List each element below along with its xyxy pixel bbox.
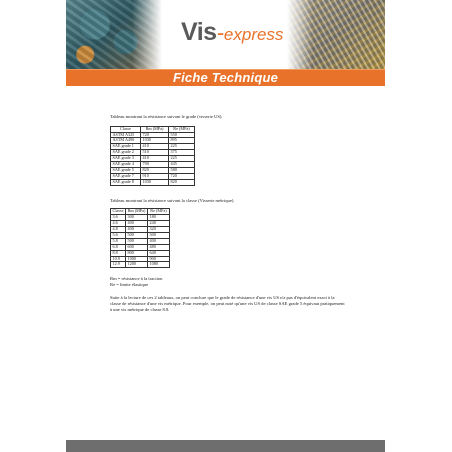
cell-classe: SAE grade 1 [111, 144, 141, 150]
table-row [111, 262, 170, 268]
cell-rm: 1030 [141, 138, 169, 144]
cell-classe: 6.8 [111, 244, 126, 250]
cell-rm: 820 [141, 167, 169, 173]
cell-rm: 1030 [141, 179, 169, 185]
legend-block [110, 276, 350, 288]
page-header [66, 0, 385, 70]
cell-classe: ASTM A325 [111, 132, 141, 138]
cell-re: 400 [148, 238, 170, 244]
table1-caption: Tableau montrant la résistance suivant le grade (visserie US). [110, 114, 223, 119]
cell-re: 375 [169, 150, 195, 156]
us-grade-table [110, 126, 195, 186]
cell-rm: 720 [141, 132, 169, 138]
cell-re: 900 [148, 256, 170, 262]
cell-re: 640 [148, 250, 170, 256]
cell-re: 240 [148, 221, 170, 227]
cell-rm: 1000 [126, 256, 148, 262]
cell-re: 550 [169, 132, 195, 138]
cell-classe: SAE grade 7 [111, 173, 141, 179]
title-banner [66, 69, 385, 86]
header-photo-screws [287, 0, 385, 70]
cell-rm: 410 [141, 144, 169, 150]
cell-rm: 300 [126, 215, 148, 221]
cell-re: 225 [169, 156, 195, 162]
cell-classe: SAE grade 4 [111, 162, 141, 168]
cell-classe: 5.8 [111, 238, 126, 244]
table-row [111, 179, 195, 185]
header-photo-tools [66, 0, 162, 70]
cell-re: 480 [148, 244, 170, 250]
legend-re: Re = limite élastique [110, 282, 149, 288]
cell-classe: 8.8 [111, 250, 126, 256]
cell-rm: 910 [141, 173, 169, 179]
cell-rm: 1200 [126, 262, 148, 268]
conclusion-paragraph: Suite à la lecture de ces 2 tableaux, on peut conclure que le grade de résistance d'une vis US n'a pas d'équivalent exact à la classe de résistance d'une vis métrique. Pour exemple, on peut noté qu'une vis US de classe SAE grade 5 équivaut pratiquement à une vis métrique de classe 8.8. [110, 294, 345, 313]
cell-rm: 400 [126, 226, 148, 232]
cell-re: 445 [169, 162, 195, 168]
cell-classe: 3.6 [111, 215, 126, 221]
cell-classe: SAE grade 2 [111, 150, 141, 156]
cell-classe: SAE grade 8 [111, 179, 141, 185]
column-header-rm: Rm (MPa) [141, 126, 169, 132]
column-header-classe: Classe [111, 209, 126, 215]
cell-classe: 5.6 [111, 232, 126, 238]
cell-re: 1080 [148, 262, 170, 268]
cell-rm: 500 [126, 232, 148, 238]
document-content [110, 114, 350, 314]
cell-classe: 4.8 [111, 226, 126, 232]
column-header-re: Re (MPa) [148, 209, 170, 215]
cell-classe: SAE grade 5 [111, 167, 141, 173]
logo-express-text: express [223, 25, 284, 44]
cell-re: 580 [169, 167, 195, 173]
column-header-rm: Rm (MPa) [126, 209, 148, 215]
cell-classe: 12.9 [111, 262, 126, 268]
cell-re: 820 [169, 179, 195, 185]
cell-rm: 410 [141, 156, 169, 162]
cell-classe: 4.6 [111, 221, 126, 227]
banner-title: Fiche Technique [172, 70, 279, 85]
metric-class-table [110, 208, 170, 268]
cell-re: 225 [169, 144, 195, 150]
cell-rm: 500 [126, 238, 148, 244]
column-header-classe: Classe [111, 126, 141, 132]
cell-classe: 10.9 [111, 256, 126, 262]
cell-rm: 600 [126, 244, 148, 250]
cell-re: 320 [148, 226, 170, 232]
cell-re: 895 [169, 138, 195, 144]
table-header-row [111, 209, 170, 215]
cell-rm: 510 [141, 150, 169, 156]
cell-rm: 790 [141, 162, 169, 168]
cell-classe: ASTM A490 [111, 138, 141, 144]
document-page [66, 0, 385, 452]
column-header-re: Re (MPa) [169, 126, 195, 132]
cell-re: 300 [148, 232, 170, 238]
vis-express-logo [181, 18, 283, 47]
cell-re: 180 [148, 215, 170, 221]
table2-caption: Tableau montrant la résistance suivant la classe (Visserie métrique). [110, 197, 235, 203]
legend-rm: Rm = résistance à la traction [110, 276, 163, 282]
logo-dash: - [216, 20, 224, 45]
page-footer-bar [66, 440, 385, 452]
cell-re: 720 [169, 173, 195, 179]
cell-rm: 400 [126, 221, 148, 227]
logo-vis-text: Vis [181, 18, 217, 46]
cell-rm: 800 [126, 250, 148, 256]
cell-classe: SAE grade 3 [111, 156, 141, 162]
